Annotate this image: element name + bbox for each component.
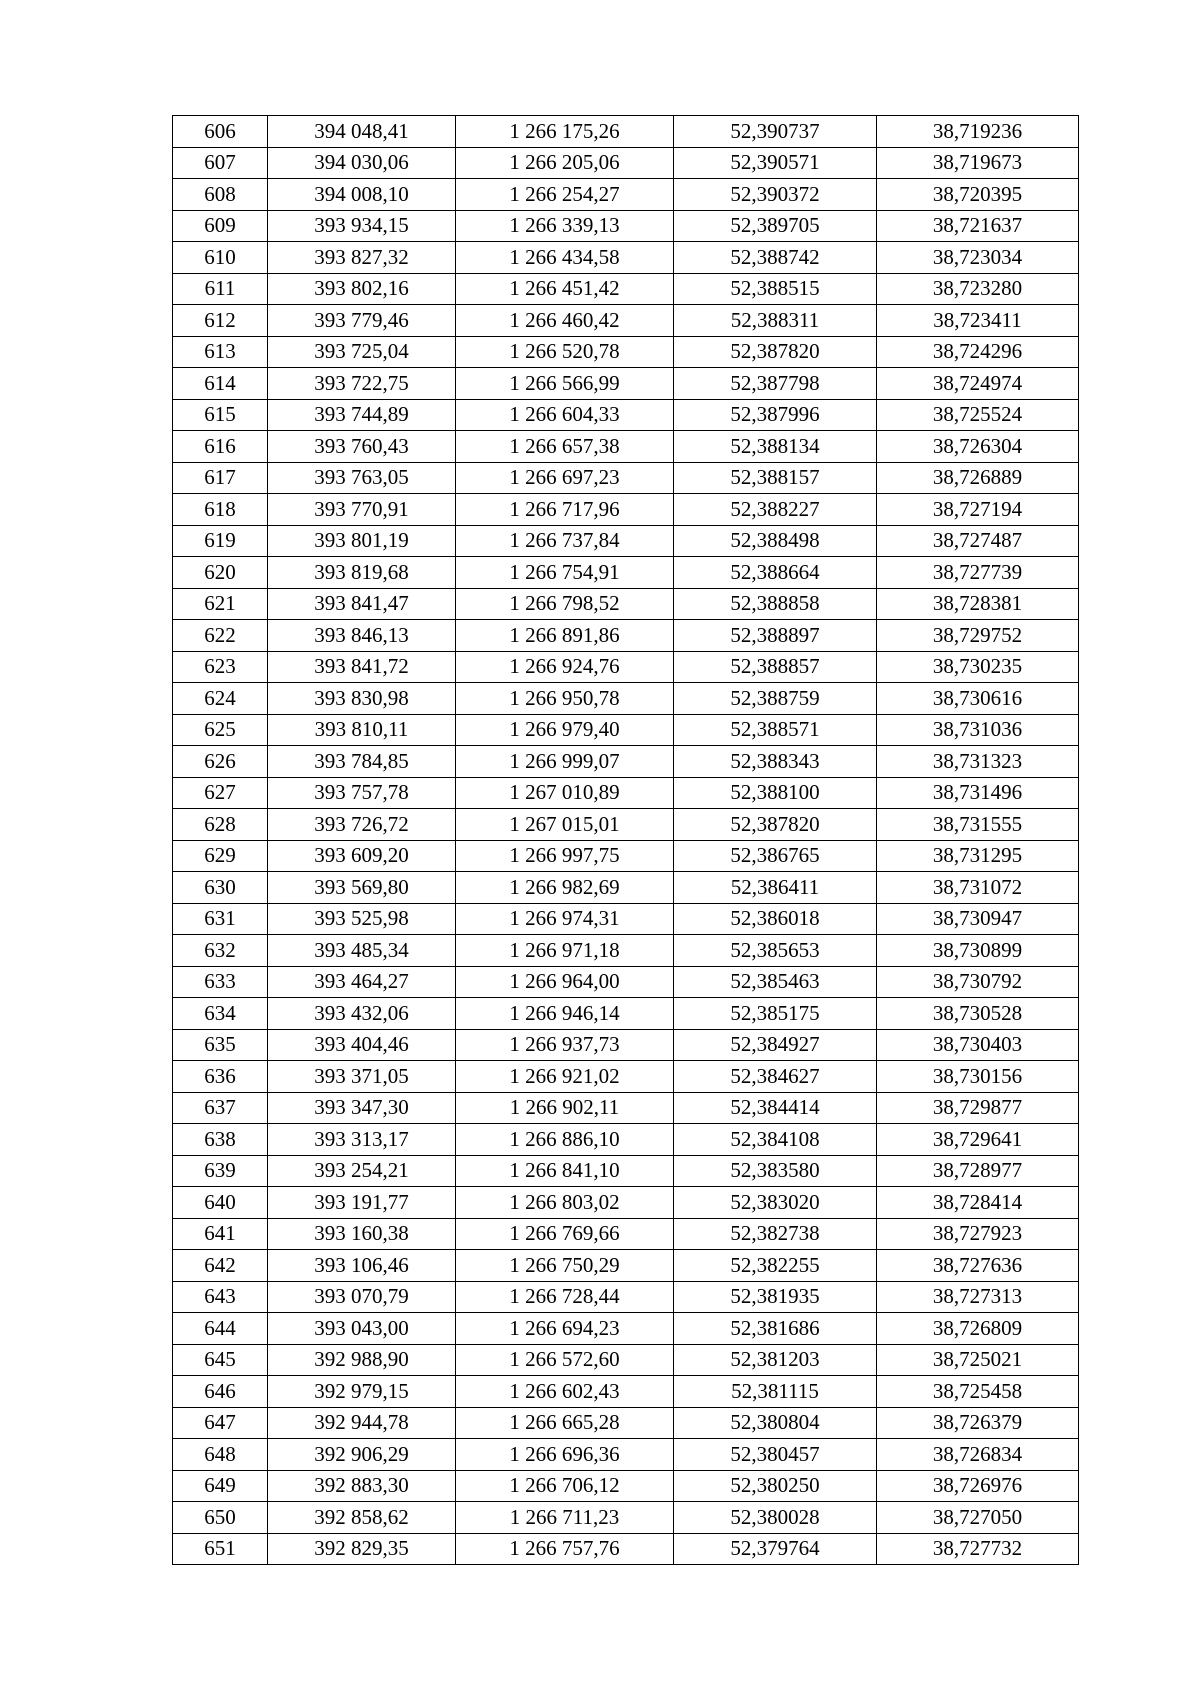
longitude-cell: 38,726304 [877, 431, 1079, 463]
y-coordinate-cell: 1 266 657,38 [456, 431, 674, 463]
longitude-cell: 38,726889 [877, 462, 1079, 494]
latitude-cell: 52,386018 [674, 903, 877, 935]
table-row [173, 620, 1079, 652]
y-coordinate-cell: 1 266 769,66 [456, 1218, 674, 1250]
point-number-cell: 649 [173, 1470, 268, 1502]
point-number-cell: 638 [173, 1124, 268, 1156]
latitude-cell: 52,388664 [674, 557, 877, 589]
point-number-cell: 613 [173, 336, 268, 368]
longitude-cell: 38,726834 [877, 1439, 1079, 1471]
point-number-cell: 635 [173, 1029, 268, 1061]
table-row [173, 1470, 1079, 1502]
y-coordinate-cell: 1 266 924,76 [456, 651, 674, 683]
coordinates-table [172, 115, 1079, 1565]
latitude-cell: 52,388311 [674, 305, 877, 337]
latitude-cell: 52,384414 [674, 1092, 877, 1124]
longitude-cell: 38,730528 [877, 998, 1079, 1030]
y-coordinate-cell: 1 266 997,75 [456, 840, 674, 872]
point-number-cell: 622 [173, 620, 268, 652]
table-row [173, 1344, 1079, 1376]
table-row [173, 651, 1079, 683]
table-row [173, 368, 1079, 400]
x-coordinate-cell: 392 944,78 [268, 1407, 456, 1439]
latitude-cell: 52,386411 [674, 872, 877, 904]
table-row [173, 903, 1079, 935]
table-row [173, 1218, 1079, 1250]
longitude-cell: 38,729641 [877, 1124, 1079, 1156]
y-coordinate-cell: 1 266 946,14 [456, 998, 674, 1030]
latitude-cell: 52,380804 [674, 1407, 877, 1439]
latitude-cell: 52,385463 [674, 966, 877, 998]
y-coordinate-cell: 1 266 520,78 [456, 336, 674, 368]
point-number-cell: 618 [173, 494, 268, 526]
latitude-cell: 52,388100 [674, 777, 877, 809]
longitude-cell: 38,727739 [877, 557, 1079, 589]
table-row [173, 179, 1079, 211]
y-coordinate-cell: 1 266 711,23 [456, 1502, 674, 1534]
point-number-cell: 620 [173, 557, 268, 589]
latitude-cell: 52,384627 [674, 1061, 877, 1093]
x-coordinate-cell: 393 819,68 [268, 557, 456, 589]
latitude-cell: 52,380250 [674, 1470, 877, 1502]
latitude-cell: 52,384927 [674, 1029, 877, 1061]
longitude-cell: 38,730947 [877, 903, 1079, 935]
y-coordinate-cell: 1 266 798,52 [456, 588, 674, 620]
y-coordinate-cell: 1 266 921,02 [456, 1061, 674, 1093]
table-row [173, 557, 1079, 589]
longitude-cell: 38,725021 [877, 1344, 1079, 1376]
y-coordinate-cell: 1 266 757,76 [456, 1533, 674, 1565]
x-coordinate-cell: 393 043,00 [268, 1313, 456, 1345]
table-row [173, 1029, 1079, 1061]
x-coordinate-cell: 393 191,77 [268, 1187, 456, 1219]
latitude-cell: 52,390372 [674, 179, 877, 211]
x-coordinate-cell: 393 810,11 [268, 714, 456, 746]
y-coordinate-cell: 1 266 750,29 [456, 1250, 674, 1282]
longitude-cell: 38,724296 [877, 336, 1079, 368]
x-coordinate-cell: 393 371,05 [268, 1061, 456, 1093]
table-row [173, 242, 1079, 274]
point-number-cell: 607 [173, 147, 268, 179]
point-number-cell: 608 [173, 179, 268, 211]
latitude-cell: 52,387996 [674, 399, 877, 431]
table-row [173, 1439, 1079, 1471]
table-row [173, 1061, 1079, 1093]
table-row [173, 147, 1079, 179]
y-coordinate-cell: 1 266 572,60 [456, 1344, 674, 1376]
longitude-cell: 38,729752 [877, 620, 1079, 652]
x-coordinate-cell: 392 829,35 [268, 1533, 456, 1565]
longitude-cell: 38,731295 [877, 840, 1079, 872]
y-coordinate-cell: 1 266 891,86 [456, 620, 674, 652]
longitude-cell: 38,720395 [877, 179, 1079, 211]
longitude-cell: 38,719673 [877, 147, 1079, 179]
longitude-cell: 38,727732 [877, 1533, 1079, 1565]
table-row [173, 1250, 1079, 1282]
point-number-cell: 624 [173, 683, 268, 715]
table-row [173, 1124, 1079, 1156]
latitude-cell: 52,385653 [674, 935, 877, 967]
y-coordinate-cell: 1 266 706,12 [456, 1470, 674, 1502]
latitude-cell: 52,388759 [674, 683, 877, 715]
latitude-cell: 52,388857 [674, 651, 877, 683]
longitude-cell: 38,731555 [877, 809, 1079, 841]
y-coordinate-cell: 1 266 665,28 [456, 1407, 674, 1439]
table-row [173, 273, 1079, 305]
table-row [173, 1281, 1079, 1313]
longitude-cell: 38,730899 [877, 935, 1079, 967]
point-number-cell: 628 [173, 809, 268, 841]
longitude-cell: 38,731072 [877, 872, 1079, 904]
x-coordinate-cell: 392 906,29 [268, 1439, 456, 1471]
x-coordinate-cell: 393 934,15 [268, 210, 456, 242]
latitude-cell: 52,388134 [674, 431, 877, 463]
longitude-cell: 38,727923 [877, 1218, 1079, 1250]
table-row [173, 1502, 1079, 1534]
table-row [173, 116, 1079, 148]
x-coordinate-cell: 393 106,46 [268, 1250, 456, 1282]
table-row [173, 462, 1079, 494]
latitude-cell: 52,383020 [674, 1187, 877, 1219]
y-coordinate-cell: 1 266 999,07 [456, 746, 674, 778]
point-number-cell: 633 [173, 966, 268, 998]
x-coordinate-cell: 393 779,46 [268, 305, 456, 337]
point-number-cell: 641 [173, 1218, 268, 1250]
latitude-cell: 52,383580 [674, 1155, 877, 1187]
table-row [173, 998, 1079, 1030]
latitude-cell: 52,388343 [674, 746, 877, 778]
x-coordinate-cell: 393 464,27 [268, 966, 456, 998]
table-row [173, 588, 1079, 620]
latitude-cell: 52,381203 [674, 1344, 877, 1376]
y-coordinate-cell: 1 266 728,44 [456, 1281, 674, 1313]
point-number-cell: 611 [173, 273, 268, 305]
point-number-cell: 615 [173, 399, 268, 431]
table-row [173, 431, 1079, 463]
y-coordinate-cell: 1 266 697,23 [456, 462, 674, 494]
latitude-cell: 52,388858 [674, 588, 877, 620]
latitude-cell: 52,388157 [674, 462, 877, 494]
point-number-cell: 647 [173, 1407, 268, 1439]
point-number-cell: 627 [173, 777, 268, 809]
x-coordinate-cell: 393 744,89 [268, 399, 456, 431]
latitude-cell: 52,381115 [674, 1376, 877, 1408]
y-coordinate-cell: 1 266 175,26 [456, 116, 674, 148]
y-coordinate-cell: 1 266 566,99 [456, 368, 674, 400]
longitude-cell: 38,724974 [877, 368, 1079, 400]
y-coordinate-cell: 1 266 803,02 [456, 1187, 674, 1219]
point-number-cell: 616 [173, 431, 268, 463]
x-coordinate-cell: 393 160,38 [268, 1218, 456, 1250]
longitude-cell: 38,727313 [877, 1281, 1079, 1313]
x-coordinate-cell: 393 757,78 [268, 777, 456, 809]
y-coordinate-cell: 1 266 902,11 [456, 1092, 674, 1124]
latitude-cell: 52,390571 [674, 147, 877, 179]
latitude-cell: 52,387798 [674, 368, 877, 400]
longitude-cell: 38,730792 [877, 966, 1079, 998]
latitude-cell: 52,390737 [674, 116, 877, 148]
longitude-cell: 38,725524 [877, 399, 1079, 431]
x-coordinate-cell: 393 770,91 [268, 494, 456, 526]
x-coordinate-cell: 393 841,72 [268, 651, 456, 683]
table-row [173, 1533, 1079, 1565]
longitude-cell: 38,728381 [877, 588, 1079, 620]
y-coordinate-cell: 1 266 460,42 [456, 305, 674, 337]
x-coordinate-cell: 394 048,41 [268, 116, 456, 148]
x-coordinate-cell: 393 801,19 [268, 525, 456, 557]
table-row [173, 683, 1079, 715]
y-coordinate-cell: 1 266 971,18 [456, 935, 674, 967]
latitude-cell: 52,388515 [674, 273, 877, 305]
point-number-cell: 634 [173, 998, 268, 1030]
table-row [173, 966, 1079, 998]
table-row [173, 1313, 1079, 1345]
longitude-cell: 38,730403 [877, 1029, 1079, 1061]
longitude-cell: 38,728414 [877, 1187, 1079, 1219]
x-coordinate-cell: 393 525,98 [268, 903, 456, 935]
y-coordinate-cell: 1 266 254,27 [456, 179, 674, 211]
point-number-cell: 612 [173, 305, 268, 337]
y-coordinate-cell: 1 266 434,58 [456, 242, 674, 274]
y-coordinate-cell: 1 266 696,36 [456, 1439, 674, 1471]
table-row [173, 336, 1079, 368]
table-row [173, 777, 1079, 809]
point-number-cell: 648 [173, 1439, 268, 1471]
x-coordinate-cell: 392 883,30 [268, 1470, 456, 1502]
point-number-cell: 637 [173, 1092, 268, 1124]
x-coordinate-cell: 393 763,05 [268, 462, 456, 494]
table-row [173, 399, 1079, 431]
point-number-cell: 644 [173, 1313, 268, 1345]
table-row [173, 1187, 1079, 1219]
point-number-cell: 640 [173, 1187, 268, 1219]
longitude-cell: 38,723280 [877, 273, 1079, 305]
latitude-cell: 52,385175 [674, 998, 877, 1030]
y-coordinate-cell: 1 266 604,33 [456, 399, 674, 431]
x-coordinate-cell: 393 432,06 [268, 998, 456, 1030]
y-coordinate-cell: 1 267 010,89 [456, 777, 674, 809]
table-row [173, 305, 1079, 337]
y-coordinate-cell: 1 266 694,23 [456, 1313, 674, 1345]
point-number-cell: 621 [173, 588, 268, 620]
x-coordinate-cell: 393 569,80 [268, 872, 456, 904]
latitude-cell: 52,387820 [674, 336, 877, 368]
longitude-cell: 38,731036 [877, 714, 1079, 746]
longitude-cell: 38,731496 [877, 777, 1079, 809]
x-coordinate-cell: 394 030,06 [268, 147, 456, 179]
latitude-cell: 52,380457 [674, 1439, 877, 1471]
longitude-cell: 38,723034 [877, 242, 1079, 274]
table-row [173, 1092, 1079, 1124]
latitude-cell: 52,381686 [674, 1313, 877, 1345]
x-coordinate-cell: 394 008,10 [268, 179, 456, 211]
point-number-cell: 614 [173, 368, 268, 400]
point-number-cell: 642 [173, 1250, 268, 1282]
point-number-cell: 643 [173, 1281, 268, 1313]
longitude-cell: 38,727050 [877, 1502, 1079, 1534]
longitude-cell: 38,730616 [877, 683, 1079, 715]
point-number-cell: 629 [173, 840, 268, 872]
x-coordinate-cell: 393 609,20 [268, 840, 456, 872]
table-row [173, 809, 1079, 841]
x-coordinate-cell: 393 760,43 [268, 431, 456, 463]
longitude-cell: 38,726976 [877, 1470, 1079, 1502]
y-coordinate-cell: 1 266 841,10 [456, 1155, 674, 1187]
x-coordinate-cell: 393 827,32 [268, 242, 456, 274]
point-number-cell: 650 [173, 1502, 268, 1534]
point-number-cell: 626 [173, 746, 268, 778]
longitude-cell: 38,726809 [877, 1313, 1079, 1345]
point-number-cell: 609 [173, 210, 268, 242]
longitude-cell: 38,727636 [877, 1250, 1079, 1282]
y-coordinate-cell: 1 266 339,13 [456, 210, 674, 242]
y-coordinate-cell: 1 266 717,96 [456, 494, 674, 526]
latitude-cell: 52,380028 [674, 1502, 877, 1534]
x-coordinate-cell: 393 485,34 [268, 935, 456, 967]
coordinates-table-body [173, 116, 1079, 1565]
x-coordinate-cell: 393 830,98 [268, 683, 456, 715]
x-coordinate-cell: 393 722,75 [268, 368, 456, 400]
x-coordinate-cell: 393 404,46 [268, 1029, 456, 1061]
table-row [173, 872, 1079, 904]
y-coordinate-cell: 1 266 950,78 [456, 683, 674, 715]
table-row [173, 525, 1079, 557]
y-coordinate-cell: 1 266 205,06 [456, 147, 674, 179]
longitude-cell: 38,727487 [877, 525, 1079, 557]
longitude-cell: 38,730156 [877, 1061, 1079, 1093]
latitude-cell: 52,388897 [674, 620, 877, 652]
table-row [173, 1407, 1079, 1439]
longitude-cell: 38,723411 [877, 305, 1079, 337]
y-coordinate-cell: 1 266 737,84 [456, 525, 674, 557]
y-coordinate-cell: 1 266 974,31 [456, 903, 674, 935]
x-coordinate-cell: 393 347,30 [268, 1092, 456, 1124]
x-coordinate-cell: 393 725,04 [268, 336, 456, 368]
x-coordinate-cell: 393 313,17 [268, 1124, 456, 1156]
point-number-cell: 636 [173, 1061, 268, 1093]
y-coordinate-cell: 1 267 015,01 [456, 809, 674, 841]
point-number-cell: 619 [173, 525, 268, 557]
latitude-cell: 52,386765 [674, 840, 877, 872]
x-coordinate-cell: 393 846,13 [268, 620, 456, 652]
x-coordinate-cell: 393 784,85 [268, 746, 456, 778]
point-number-cell: 651 [173, 1533, 268, 1565]
table-row [173, 714, 1079, 746]
table-row [173, 494, 1079, 526]
x-coordinate-cell: 392 979,15 [268, 1376, 456, 1408]
table-row [173, 210, 1079, 242]
point-number-cell: 625 [173, 714, 268, 746]
longitude-cell: 38,729877 [877, 1092, 1079, 1124]
point-number-cell: 610 [173, 242, 268, 274]
point-number-cell: 632 [173, 935, 268, 967]
x-coordinate-cell: 393 841,47 [268, 588, 456, 620]
x-coordinate-cell: 393 254,21 [268, 1155, 456, 1187]
latitude-cell: 52,382255 [674, 1250, 877, 1282]
y-coordinate-cell: 1 266 964,00 [456, 966, 674, 998]
y-coordinate-cell: 1 266 886,10 [456, 1124, 674, 1156]
y-coordinate-cell: 1 266 602,43 [456, 1376, 674, 1408]
x-coordinate-cell: 393 802,16 [268, 273, 456, 305]
point-number-cell: 631 [173, 903, 268, 935]
longitude-cell: 38,731323 [877, 746, 1079, 778]
table-row [173, 746, 1079, 778]
y-coordinate-cell: 1 266 754,91 [456, 557, 674, 589]
y-coordinate-cell: 1 266 937,73 [456, 1029, 674, 1061]
latitude-cell: 52,387820 [674, 809, 877, 841]
longitude-cell: 38,728977 [877, 1155, 1079, 1187]
longitude-cell: 38,730235 [877, 651, 1079, 683]
longitude-cell: 38,726379 [877, 1407, 1079, 1439]
table-row [173, 1155, 1079, 1187]
x-coordinate-cell: 393 070,79 [268, 1281, 456, 1313]
x-coordinate-cell: 392 858,62 [268, 1502, 456, 1534]
longitude-cell: 38,721637 [877, 210, 1079, 242]
latitude-cell: 52,388498 [674, 525, 877, 557]
longitude-cell: 38,725458 [877, 1376, 1079, 1408]
latitude-cell: 52,389705 [674, 210, 877, 242]
latitude-cell: 52,382738 [674, 1218, 877, 1250]
point-number-cell: 639 [173, 1155, 268, 1187]
x-coordinate-cell: 392 988,90 [268, 1344, 456, 1376]
table-row [173, 840, 1079, 872]
latitude-cell: 52,388742 [674, 242, 877, 274]
latitude-cell: 52,381935 [674, 1281, 877, 1313]
latitude-cell: 52,379764 [674, 1533, 877, 1565]
latitude-cell: 52,388571 [674, 714, 877, 746]
y-coordinate-cell: 1 266 979,40 [456, 714, 674, 746]
y-coordinate-cell: 1 266 451,42 [456, 273, 674, 305]
point-number-cell: 617 [173, 462, 268, 494]
latitude-cell: 52,384108 [674, 1124, 877, 1156]
table-row [173, 935, 1079, 967]
point-number-cell: 645 [173, 1344, 268, 1376]
longitude-cell: 38,719236 [877, 116, 1079, 148]
point-number-cell: 646 [173, 1376, 268, 1408]
latitude-cell: 52,388227 [674, 494, 877, 526]
x-coordinate-cell: 393 726,72 [268, 809, 456, 841]
point-number-cell: 606 [173, 116, 268, 148]
y-coordinate-cell: 1 266 982,69 [456, 872, 674, 904]
point-number-cell: 630 [173, 872, 268, 904]
table-row [173, 1376, 1079, 1408]
longitude-cell: 38,727194 [877, 494, 1079, 526]
point-number-cell: 623 [173, 651, 268, 683]
